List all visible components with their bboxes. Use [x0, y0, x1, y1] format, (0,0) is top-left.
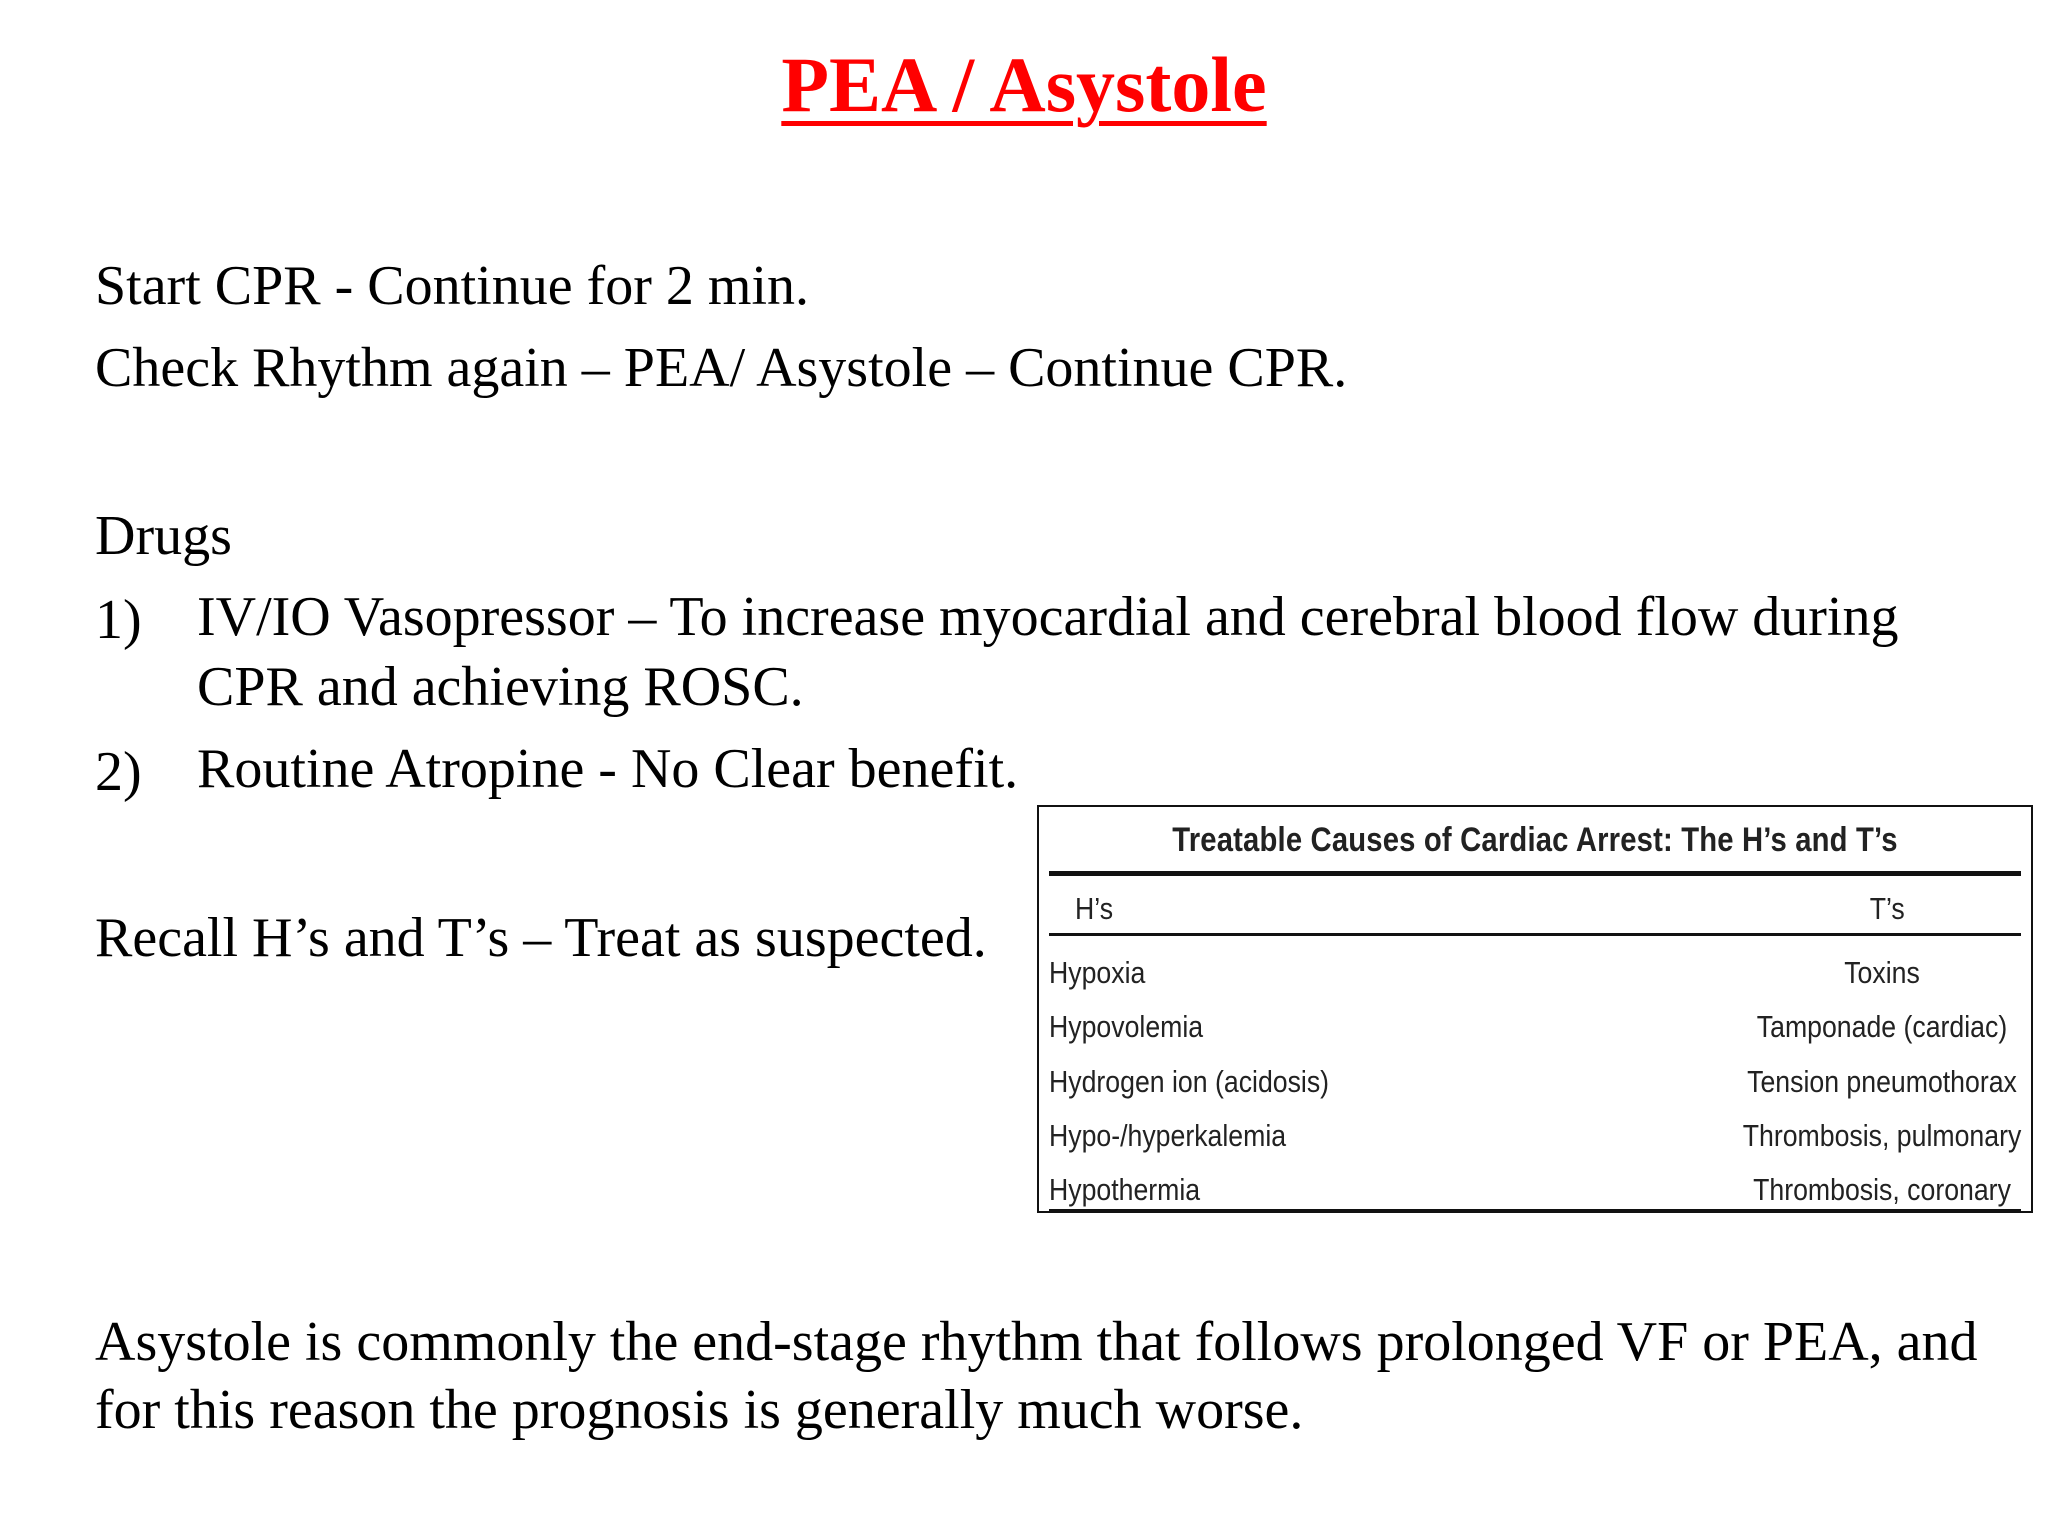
step-check-rhythm: Check Rhythm again – PEA/ Asystole – Continue CPR. [95, 337, 1348, 399]
table-cell-h: Hydrogen ion (acidosis) [1049, 1064, 1330, 1099]
table-rule-top [1049, 871, 2021, 876]
table-rule-bottom [1049, 1209, 2021, 1213]
drug-item-1-text: IV/IO Vasopressor – To increase myocardial and cerebral blood flow during CPR and achieving ROSC. [197, 586, 1899, 718]
slide-title [0, 41, 2048, 128]
recall-text: Recall H’s and T’s – Treat as suspected. [95, 907, 987, 969]
asystole-prognosis-note: Asystole is commonly the end-stage rhythm that follows prolonged VF or PEA, and for this reason the prognosis is generally much worse. [95, 1311, 1978, 1441]
table-cell-t: Tamponade (cardiac) [1756, 1009, 2008, 1044]
table-cell-h: Hypoxia [1049, 955, 1146, 990]
table-cell-t: Toxins [1844, 955, 1920, 990]
table-cell-t: Thrombosis, coronary [1753, 1172, 2011, 1207]
table-cell-t: Thrombosis, pulmonary [1742, 1118, 2022, 1153]
drugs-heading: Drugs [95, 505, 232, 567]
table-cell-h: Hypothermia [1049, 1172, 1201, 1207]
table-cell-h: Hypovolemia [1049, 1009, 1204, 1044]
causes-table-title: Treatable Causes of Cardiac Arrest: The H’s and T’s [1172, 821, 1898, 859]
drug-item-2-text: Routine Atropine - No Clear benefit. [197, 738, 1019, 800]
table-cell-h: Hypo-/hyperkalemia [1049, 1118, 1287, 1153]
step-start-cpr: Start CPR - Continue for 2 min. [95, 255, 809, 317]
causes-table [1037, 805, 2033, 1213]
table-cell-t: Tension pneumothorax [1747, 1064, 2017, 1099]
slide-title-text: PEA / Asystole [781, 41, 1267, 128]
drug-item-2-number: 2) [95, 741, 142, 803]
column-header-ts: T’s [1869, 891, 1905, 926]
drug-item-1-number: 1) [95, 589, 142, 651]
column-header-hs: H’s [1075, 891, 1114, 926]
table-rule-header [1049, 933, 2021, 936]
